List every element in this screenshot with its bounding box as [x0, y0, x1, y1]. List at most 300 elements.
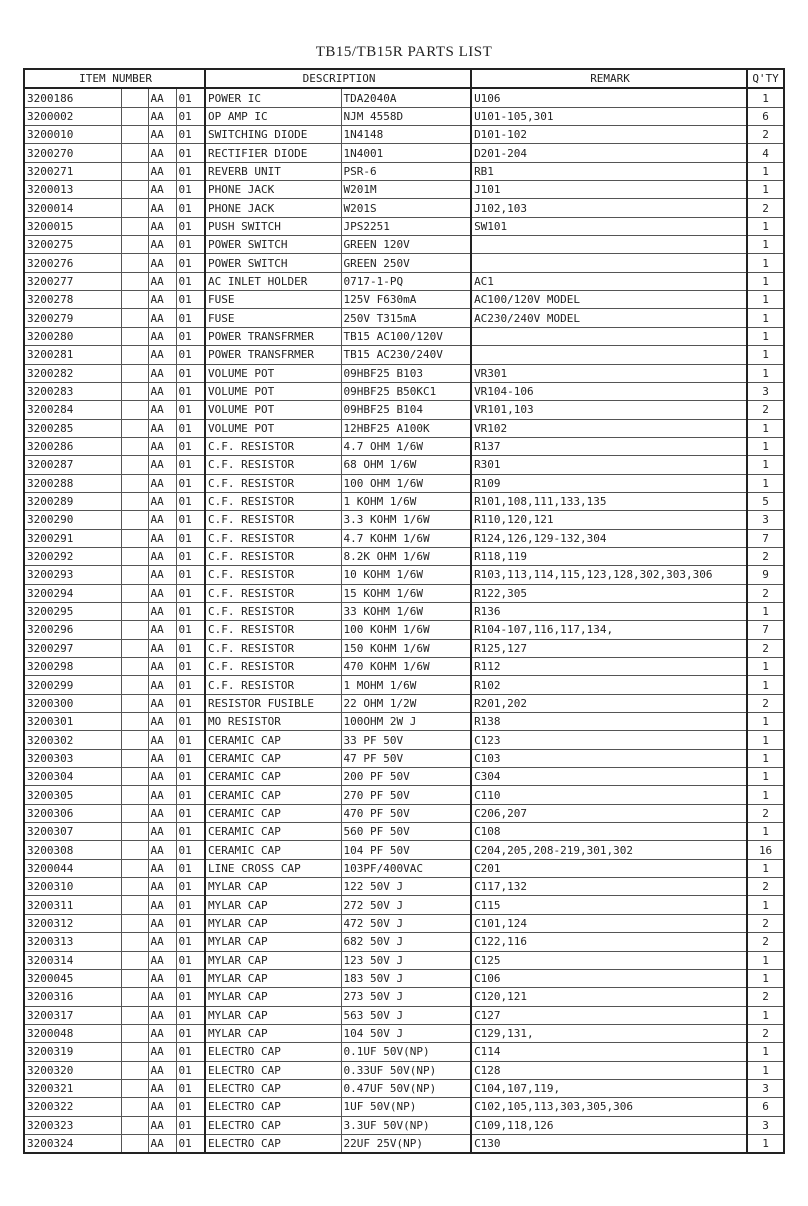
remark-cell: C130: [471, 1134, 747, 1153]
blank-cell: [121, 988, 148, 1006]
header-qty: Q'TY: [747, 69, 784, 88]
grade-cell: AA: [148, 694, 176, 712]
qty-cell: 2: [747, 933, 784, 951]
item-number-cell: 3200319: [24, 1043, 121, 1061]
blank-cell: [121, 511, 148, 529]
item-number-cell: 3200316: [24, 988, 121, 1006]
remark-cell: VR102: [471, 419, 747, 437]
part-spec-cell: 104 PF 50V: [341, 841, 471, 859]
remark-cell: C127: [471, 1006, 747, 1024]
remark-cell: VR301: [471, 364, 747, 382]
table-row: [24, 584, 784, 602]
description-cell: C.F. RESISTOR: [205, 437, 341, 455]
qty-cell: 1: [747, 786, 784, 804]
grade-cell: AA: [148, 584, 176, 602]
description-cell: CERAMIC CAP: [205, 768, 341, 786]
description-cell: VOLUME POT: [205, 401, 341, 419]
table-row: [24, 346, 784, 364]
remark-cell: SW101: [471, 217, 747, 235]
grade-cell: AA: [148, 1024, 176, 1042]
part-spec-cell: JPS2251: [341, 217, 471, 235]
item-number-cell: 3200289: [24, 492, 121, 510]
suffix-cell: 01: [176, 933, 205, 951]
grade-cell: AA: [148, 1043, 176, 1061]
part-spec-cell: TDA2040A: [341, 88, 471, 107]
suffix-cell: 01: [176, 859, 205, 877]
blank-cell: [121, 823, 148, 841]
grade-cell: AA: [148, 236, 176, 254]
part-spec-cell: 1N4148: [341, 126, 471, 144]
suffix-cell: 01: [176, 584, 205, 602]
part-spec-cell: 09HBF25 B50KC1: [341, 382, 471, 400]
blank-cell: [121, 731, 148, 749]
qty-cell: 16: [747, 841, 784, 859]
grade-cell: AA: [148, 713, 176, 731]
remark-cell: C115: [471, 896, 747, 914]
grade-cell: AA: [148, 749, 176, 767]
description-cell: POWER IC: [205, 88, 341, 107]
part-spec-cell: 563 50V J: [341, 1006, 471, 1024]
remark-cell: C129,131,: [471, 1024, 747, 1042]
description-cell: PUSH SWITCH: [205, 217, 341, 235]
remark-cell: AC1: [471, 272, 747, 290]
remark-cell: R122,305: [471, 584, 747, 602]
header-item-number: ITEM NUMBER: [24, 69, 205, 88]
blank-cell: [121, 896, 148, 914]
remark-cell: D101-102: [471, 126, 747, 144]
remark-cell: R101,108,111,133,135: [471, 492, 747, 510]
remark-cell: R112: [471, 658, 747, 676]
part-spec-cell: 09HBF25 B103: [341, 364, 471, 382]
table-row: [24, 126, 784, 144]
suffix-cell: 01: [176, 951, 205, 969]
item-number-cell: 3200323: [24, 1116, 121, 1134]
qty-cell: 3: [747, 511, 784, 529]
grade-cell: AA: [148, 914, 176, 932]
table-row: [24, 254, 784, 272]
description-cell: CERAMIC CAP: [205, 786, 341, 804]
table-header-row: [24, 69, 784, 88]
item-number-cell: 3200310: [24, 878, 121, 896]
part-spec-cell: 682 50V J: [341, 933, 471, 951]
part-spec-cell: 200 PF 50V: [341, 768, 471, 786]
grade-cell: AA: [148, 492, 176, 510]
qty-cell: 1: [747, 1043, 784, 1061]
item-number-cell: 3200298: [24, 658, 121, 676]
part-spec-cell: 0.47UF 50V(NP): [341, 1079, 471, 1097]
qty-cell: 2: [747, 584, 784, 602]
description-cell: MYLAR CAP: [205, 1006, 341, 1024]
suffix-cell: 01: [176, 823, 205, 841]
remark-cell: J102,103: [471, 199, 747, 217]
grade-cell: AA: [148, 1098, 176, 1116]
table-row: [24, 602, 784, 620]
description-cell: POWER SWITCH: [205, 236, 341, 254]
grade-cell: AA: [148, 658, 176, 676]
grade-cell: AA: [148, 456, 176, 474]
table-row: [24, 1134, 784, 1153]
description-cell: MYLAR CAP: [205, 1024, 341, 1042]
qty-cell: 2: [747, 1024, 784, 1042]
remark-cell: C101,124: [471, 914, 747, 932]
blank-cell: [121, 107, 148, 125]
grade-cell: AA: [148, 823, 176, 841]
part-spec-cell: 270 PF 50V: [341, 786, 471, 804]
part-spec-cell: 1UF 50V(NP): [341, 1098, 471, 1116]
item-number-cell: 3200288: [24, 474, 121, 492]
blank-cell: [121, 529, 148, 547]
item-number-cell: 3200311: [24, 896, 121, 914]
grade-cell: AA: [148, 181, 176, 199]
table-row: [24, 841, 784, 859]
qty-cell: 1: [747, 1061, 784, 1079]
grade-cell: AA: [148, 162, 176, 180]
suffix-cell: 01: [176, 914, 205, 932]
table-row: [24, 933, 784, 951]
suffix-cell: 01: [176, 254, 205, 272]
table-row: [24, 1006, 784, 1024]
part-spec-cell: 560 PF 50V: [341, 823, 471, 841]
description-cell: MYLAR CAP: [205, 933, 341, 951]
suffix-cell: 01: [176, 1061, 205, 1079]
grade-cell: AA: [148, 602, 176, 620]
description-cell: ELECTRO CAP: [205, 1116, 341, 1134]
qty-cell: 1: [747, 217, 784, 235]
suffix-cell: 01: [176, 217, 205, 235]
remark-cell: C104,107,119,: [471, 1079, 747, 1097]
item-number-cell: 3200186: [24, 88, 121, 107]
remark-cell: R103,113,114,115,123,128,302,303,306: [471, 566, 747, 584]
item-number-cell: 3200307: [24, 823, 121, 841]
qty-cell: 1: [747, 456, 784, 474]
remark-cell: RB1: [471, 162, 747, 180]
suffix-cell: 01: [176, 896, 205, 914]
item-number-cell: 3200278: [24, 291, 121, 309]
qty-cell: 9: [747, 566, 784, 584]
table-row: [24, 1024, 784, 1042]
blank-cell: [121, 217, 148, 235]
item-number-cell: 3200301: [24, 713, 121, 731]
table-row: [24, 1098, 784, 1116]
qty-cell: 3: [747, 1116, 784, 1134]
description-cell: ELECTRO CAP: [205, 1043, 341, 1061]
item-number-cell: 3200285: [24, 419, 121, 437]
remark-cell: C304: [471, 768, 747, 786]
part-spec-cell: 3.3UF 50V(NP): [341, 1116, 471, 1134]
qty-cell: 1: [747, 823, 784, 841]
item-number-cell: 3200277: [24, 272, 121, 290]
remark-cell: C201: [471, 859, 747, 877]
part-spec-cell: W201S: [341, 199, 471, 217]
part-spec-cell: 150 KOHM 1/6W: [341, 639, 471, 657]
suffix-cell: 01: [176, 364, 205, 382]
suffix-cell: 01: [176, 1079, 205, 1097]
qty-cell: 1: [747, 768, 784, 786]
blank-cell: [121, 694, 148, 712]
grade-cell: AA: [148, 437, 176, 455]
description-cell: VOLUME POT: [205, 382, 341, 400]
grade-cell: AA: [148, 933, 176, 951]
description-cell: C.F. RESISTOR: [205, 511, 341, 529]
item-number-cell: 3200303: [24, 749, 121, 767]
part-spec-cell: 4.7 OHM 1/6W: [341, 437, 471, 455]
remark-cell: C103: [471, 749, 747, 767]
qty-cell: 1: [747, 181, 784, 199]
suffix-cell: 01: [176, 1116, 205, 1134]
description-cell: C.F. RESISTOR: [205, 584, 341, 602]
remark-cell: VR104-106: [471, 382, 747, 400]
remark-cell: AC230/240V MODEL: [471, 309, 747, 327]
blank-cell: [121, 547, 148, 565]
qty-cell: 1: [747, 437, 784, 455]
grade-cell: AA: [148, 566, 176, 584]
description-cell: POWER TRANSFRMER: [205, 346, 341, 364]
item-number-cell: 3200284: [24, 401, 121, 419]
table-row: [24, 437, 784, 455]
suffix-cell: 01: [176, 199, 205, 217]
qty-cell: 1: [747, 346, 784, 364]
qty-cell: 2: [747, 126, 784, 144]
table-row: [24, 382, 784, 400]
item-number-cell: 3200302: [24, 731, 121, 749]
part-spec-cell: 4.7 KOHM 1/6W: [341, 529, 471, 547]
item-number-cell: 3200312: [24, 914, 121, 932]
description-cell: MYLAR CAP: [205, 988, 341, 1006]
remark-cell: AC100/120V MODEL: [471, 291, 747, 309]
table-row: [24, 547, 784, 565]
grade-cell: AA: [148, 676, 176, 694]
item-number-cell: 3200293: [24, 566, 121, 584]
grade-cell: AA: [148, 474, 176, 492]
remark-cell: R137: [471, 437, 747, 455]
part-spec-cell: 0717-1-PQ: [341, 272, 471, 290]
table-row: [24, 511, 784, 529]
qty-cell: 1: [747, 1134, 784, 1153]
remark-cell: [471, 327, 747, 345]
description-cell: ELECTRO CAP: [205, 1134, 341, 1153]
suffix-cell: 01: [176, 401, 205, 419]
part-spec-cell: 104 50V J: [341, 1024, 471, 1042]
remark-cell: R109: [471, 474, 747, 492]
description-cell: ELECTRO CAP: [205, 1079, 341, 1097]
description-cell: SWITCHING DIODE: [205, 126, 341, 144]
suffix-cell: 01: [176, 602, 205, 620]
remark-cell: U106: [471, 88, 747, 107]
description-cell: MYLAR CAP: [205, 969, 341, 987]
table-row: [24, 823, 784, 841]
grade-cell: AA: [148, 419, 176, 437]
description-cell: FUSE: [205, 291, 341, 309]
blank-cell: [121, 786, 148, 804]
remark-cell: R118,119: [471, 547, 747, 565]
part-spec-cell: 183 50V J: [341, 969, 471, 987]
suffix-cell: 01: [176, 346, 205, 364]
blank-cell: [121, 878, 148, 896]
blank-cell: [121, 566, 148, 584]
qty-cell: 2: [747, 988, 784, 1006]
description-cell: ELECTRO CAP: [205, 1061, 341, 1079]
table-row: [24, 694, 784, 712]
qty-cell: 1: [747, 309, 784, 327]
item-number-cell: 3200044: [24, 859, 121, 877]
blank-cell: [121, 768, 148, 786]
blank-cell: [121, 364, 148, 382]
qty-cell: 1: [747, 602, 784, 620]
qty-cell: 3: [747, 1079, 784, 1097]
description-cell: C.F. RESISTOR: [205, 492, 341, 510]
item-number-cell: 3200015: [24, 217, 121, 235]
blank-cell: [121, 254, 148, 272]
part-spec-cell: 15 KOHM 1/6W: [341, 584, 471, 602]
item-number-cell: 3200313: [24, 933, 121, 951]
suffix-cell: 01: [176, 676, 205, 694]
item-number-cell: 3200290: [24, 511, 121, 529]
part-spec-cell: 47 PF 50V: [341, 749, 471, 767]
part-spec-cell: 09HBF25 B104: [341, 401, 471, 419]
grade-cell: AA: [148, 841, 176, 859]
item-number-cell: 3200275: [24, 236, 121, 254]
blank-cell: [121, 658, 148, 676]
qty-cell: 1: [747, 254, 784, 272]
table-row: [24, 144, 784, 162]
description-cell: AC INLET HOLDER: [205, 272, 341, 290]
description-cell: MYLAR CAP: [205, 878, 341, 896]
item-number-cell: 3200322: [24, 1098, 121, 1116]
part-spec-cell: TB15 AC230/240V: [341, 346, 471, 364]
grade-cell: AA: [148, 291, 176, 309]
grade-cell: AA: [148, 327, 176, 345]
item-number-cell: 3200281: [24, 346, 121, 364]
item-number-cell: 3200305: [24, 786, 121, 804]
item-number-cell: 3200304: [24, 768, 121, 786]
table-row: [24, 456, 784, 474]
remark-cell: C128: [471, 1061, 747, 1079]
blank-cell: [121, 291, 148, 309]
item-number-cell: 3200294: [24, 584, 121, 602]
part-spec-cell: W201M: [341, 181, 471, 199]
blank-cell: [121, 1006, 148, 1024]
part-spec-cell: NJM 4558D: [341, 107, 471, 125]
description-cell: RESISTOR FUSIBLE: [205, 694, 341, 712]
item-number-cell: 3200300: [24, 694, 121, 712]
table-row: [24, 88, 784, 107]
blank-cell: [121, 199, 148, 217]
qty-cell: 1: [747, 236, 784, 254]
item-number-cell: 3200296: [24, 621, 121, 639]
qty-cell: 5: [747, 492, 784, 510]
description-cell: MYLAR CAP: [205, 951, 341, 969]
table-row: [24, 529, 784, 547]
part-spec-cell: 272 50V J: [341, 896, 471, 914]
item-number-cell: 3200010: [24, 126, 121, 144]
remark-cell: C206,207: [471, 804, 747, 822]
part-spec-cell: 273 50V J: [341, 988, 471, 1006]
table-row: [24, 969, 784, 987]
part-spec-cell: TB15 AC100/120V: [341, 327, 471, 345]
qty-cell: 2: [747, 694, 784, 712]
grade-cell: AA: [148, 804, 176, 822]
qty-cell: 2: [747, 199, 784, 217]
qty-cell: 1: [747, 713, 784, 731]
description-cell: VOLUME POT: [205, 419, 341, 437]
blank-cell: [121, 144, 148, 162]
table-row: [24, 217, 784, 235]
suffix-cell: 01: [176, 547, 205, 565]
grade-cell: AA: [148, 1061, 176, 1079]
part-spec-cell: 3.3 KOHM 1/6W: [341, 511, 471, 529]
grade-cell: AA: [148, 639, 176, 657]
qty-cell: 2: [747, 547, 784, 565]
grade-cell: AA: [148, 1079, 176, 1097]
blank-cell: [121, 1098, 148, 1116]
remark-cell: C123: [471, 731, 747, 749]
description-cell: REVERB UNIT: [205, 162, 341, 180]
part-spec-cell: 1N4001: [341, 144, 471, 162]
suffix-cell: 01: [176, 511, 205, 529]
table-row: [24, 1043, 784, 1061]
table-row: [24, 713, 784, 731]
remark-cell: R124,126,129-132,304: [471, 529, 747, 547]
table-row: [24, 621, 784, 639]
qty-cell: 1: [747, 951, 784, 969]
item-number-cell: 3200306: [24, 804, 121, 822]
header-description: DESCRIPTION: [205, 69, 471, 88]
blank-cell: [121, 749, 148, 767]
blank-cell: [121, 1024, 148, 1042]
description-cell: FUSE: [205, 309, 341, 327]
table-row: [24, 181, 784, 199]
table-row: [24, 804, 784, 822]
table-row: [24, 107, 784, 125]
page-title: TB15/TB15R PARTS LIST: [315, 44, 493, 60]
part-spec-cell: 100OHM 2W J: [341, 713, 471, 731]
table-row: [24, 676, 784, 694]
table-row: [24, 401, 784, 419]
suffix-cell: 01: [176, 291, 205, 309]
item-number-cell: 3200014: [24, 199, 121, 217]
suffix-cell: 01: [176, 768, 205, 786]
description-cell: CERAMIC CAP: [205, 731, 341, 749]
grade-cell: AA: [148, 144, 176, 162]
grade-cell: AA: [148, 951, 176, 969]
qty-cell: 7: [747, 529, 784, 547]
table-row: [24, 859, 784, 877]
part-spec-cell: GREEN 120V: [341, 236, 471, 254]
remark-cell: C125: [471, 951, 747, 969]
qty-cell: 1: [747, 474, 784, 492]
suffix-cell: 01: [176, 969, 205, 987]
grade-cell: AA: [148, 107, 176, 125]
grade-cell: AA: [148, 859, 176, 877]
suffix-cell: 01: [176, 566, 205, 584]
blank-cell: [121, 401, 148, 419]
remark-cell: D201-204: [471, 144, 747, 162]
grade-cell: AA: [148, 768, 176, 786]
blank-cell: [121, 639, 148, 657]
part-spec-cell: GREEN 250V: [341, 254, 471, 272]
description-cell: PHONE JACK: [205, 181, 341, 199]
suffix-cell: 01: [176, 988, 205, 1006]
blank-cell: [121, 309, 148, 327]
qty-cell: 1: [747, 364, 784, 382]
qty-cell: 3: [747, 382, 784, 400]
blank-cell: [121, 841, 148, 859]
grade-cell: AA: [148, 401, 176, 419]
suffix-cell: 01: [176, 382, 205, 400]
suffix-cell: 01: [176, 309, 205, 327]
parts-table: [23, 68, 785, 1154]
part-spec-cell: PSR-6: [341, 162, 471, 180]
